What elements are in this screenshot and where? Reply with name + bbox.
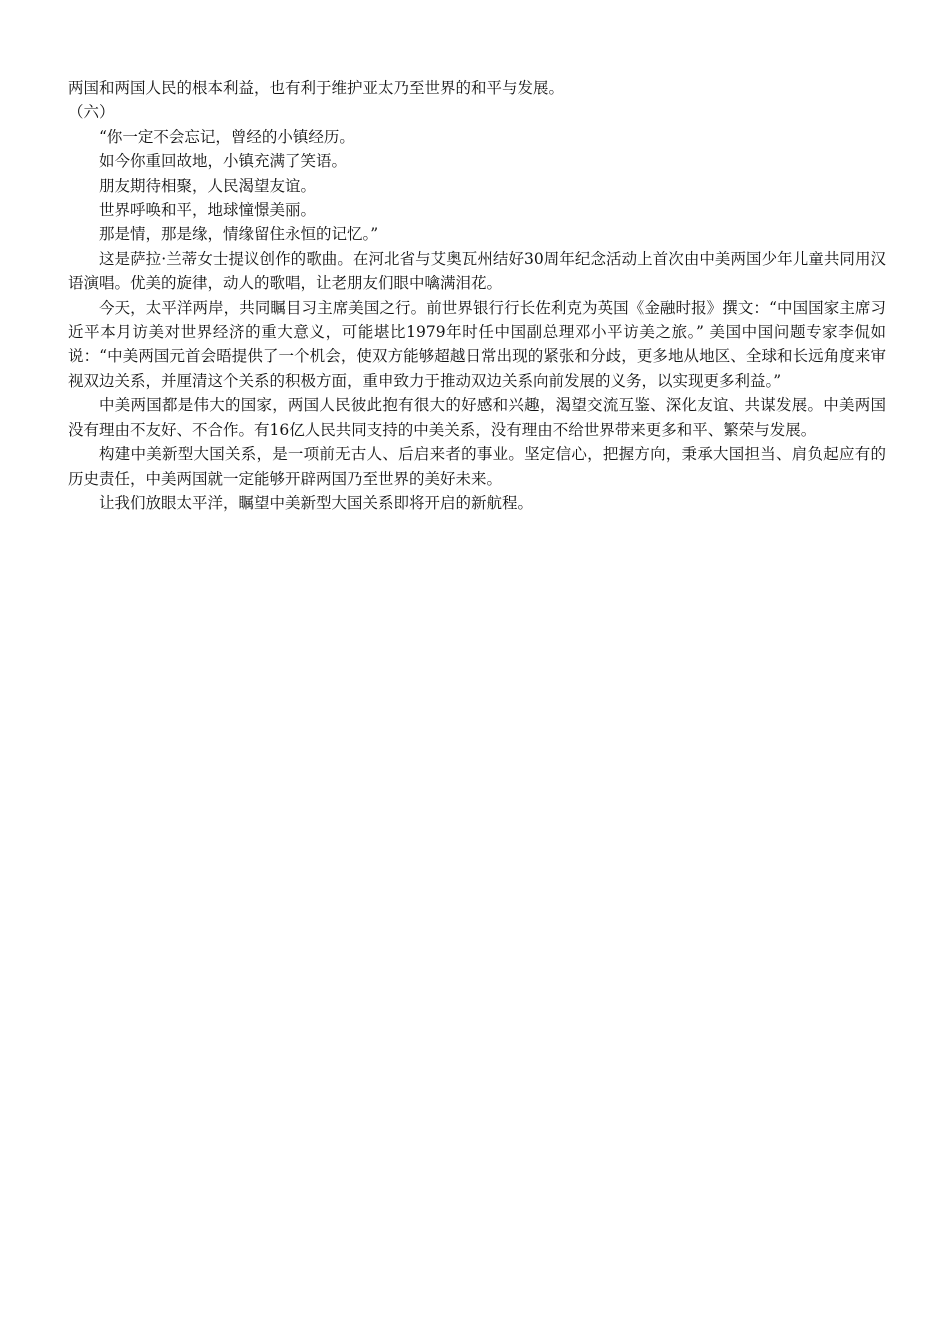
- paragraph: 构建中美新型大国关系，是一项前无古人、后启来者的事业。坚定信心，把握方向，秉承大国担当、肩负起应有的历史责任，中美两国就一定能够开辟两国乃至世界的美好未来。: [68, 445, 886, 488]
- song-lyric-line: 那是情，那是缘，情缘留住永恒的记忆。”: [99, 225, 379, 244]
- paragraph-continuation: 两国和两国人民的根本利益，也有利于维护亚太乃至世界的和平与发展。: [68, 79, 565, 97]
- song-lyric-line: 如今你重回故地，小镇充满了笑语。: [99, 152, 348, 171]
- paragraph: 今天，太平洋两岸，共同瞩目习主席美国之行。前世界银行行长佐利克为英国《金融时报》撰文：“中国国家主席习近平本月访美对世界经济的重大意义，可能堪比1979年时任中国副总理邓小平访美之旅。” 美国中国问题专家李侃如说：“中美两国元首会晤提供了一个机会，使双方能够超越日常出现的紧张和分歧，更多地从地区、全球和长远角度来审视双边关系，并厘清这个关系的积极方面，重申致力于推动双边关系向前发展的义务，以实现更多利益。”: [68, 298, 886, 390]
- section-heading: （六）: [68, 103, 115, 122]
- paragraph: 让我们放眼太平洋，瞩望中美新型大国关系即将开启的新航程。: [99, 493, 534, 512]
- song-lyric-line: “你一定不会忘记，曾经的小镇经历。: [99, 127, 355, 146]
- paragraph: 这是萨拉·兰蒂女士提议创作的歌曲。在河北省与艾奥瓦州结好30周年纪念活动上首次由中美两国少年儿童共同用汉语演唱。优美的旋律，动人的歌唱，让老朋友们眼中噙满泪花。: [68, 249, 886, 293]
- document-body: [68, 76, 886, 515]
- song-lyric-line: 世界呼唤和平，地球憧憬美丽。: [99, 201, 317, 220]
- song-lyric-line: 朋友期待相聚，人民渴望友谊。: [99, 176, 317, 195]
- paragraph: 中美两国都是伟大的国家，两国人民彼此抱有很大的好感和兴趣，渴望交流互鉴、深化友谊、共谋发展。中美两国没有理由不友好、不合作。有16亿人民共同支持的中美关系，没有理由不给世界带来更多和平、繁荣与发展。: [68, 396, 886, 439]
